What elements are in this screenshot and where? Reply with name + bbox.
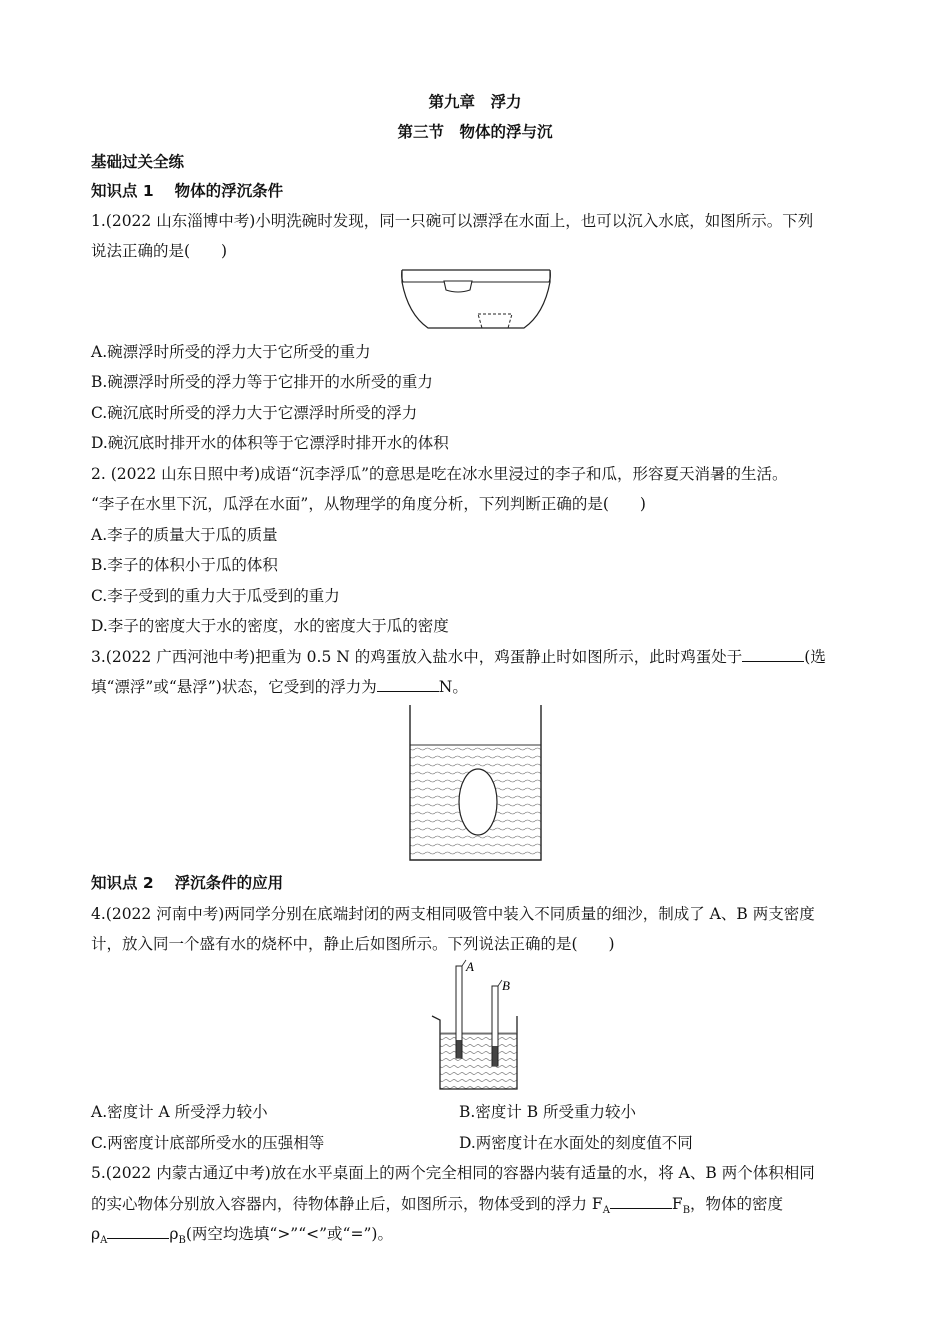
q2-stem-line2: “李子在水里下沉，瓜浮在水面”，从物理学的角度分析，下列判断正确的是( ) (91, 495, 646, 513)
q3-text-1b: (选 (804, 648, 826, 666)
q3-blank-state[interactable] (742, 647, 804, 662)
bowl-figure (400, 266, 552, 334)
q4-stem-line1: 4.(2022 河南中考)两同学分别在底端封闭的两支相同吸管中装入不同质量的细沙，制成了 A、B 两支密度 (91, 905, 815, 923)
q1-option-d: D.碗沉底时排开水的体积等于它漂浮时排开水的体积 (91, 434, 449, 452)
hydrometer-beaker-figure (428, 958, 528, 1094)
q5-f-symbol: F (671, 1195, 683, 1213)
q5-blank-force[interactable] (610, 1194, 672, 1209)
q5-stem-line2 (91, 1193, 783, 1222)
practice-heading: 基础过关全练 (91, 153, 185, 171)
q1-option-c: C.碗沉底时所受的浮力大于它漂浮时所受的浮力 (91, 404, 418, 422)
q5-rho-sub-b: B (178, 1235, 186, 1247)
q1-option-b: B.碗漂浮时所受的浮力等于它排开的水所受的重力 (91, 373, 433, 391)
hydrometer-label-b: B (502, 978, 510, 993)
q2-option-a: A.李子的质量大于瓜的质量 (91, 526, 278, 544)
q2-option-d: D.李子的密度大于水的密度，水的密度大于瓜的密度 (91, 617, 449, 635)
q1-option-a: A.碗漂浮时所受的浮力大于它所受的重力 (91, 343, 371, 361)
q3-text-2a: 填“漂浮”或“悬浮”)状态，它受到的浮力为 (91, 678, 377, 696)
hydrometer-label-a: A (466, 959, 474, 974)
chapter-title: 第九章 浮力 (428, 93, 522, 111)
q2-option-c: C.李子受到的重力大于瓜受到的重力 (91, 587, 340, 605)
q5-blank-density[interactable] (107, 1224, 169, 1239)
q5-stem-line1: 5.(2022 内蒙古通辽中考)放在水平桌面上的两个完全相同的容器内装有适量的水，将 A、B 两个体积相同 (91, 1164, 815, 1182)
q5-text-3b: (两空均选填“>”“<”或“=”)。 (185, 1225, 393, 1243)
q4-option-c: C.两密度计底部所受水的压强相等 (91, 1134, 325, 1152)
q3-stem-line1 (91, 646, 826, 668)
q4-option-a: A.密度计 A 所受浮力较小 (91, 1103, 268, 1121)
q2-option-b: B.李子的体积小于瓜的体积 (91, 556, 278, 574)
q2-stem-line1: 2. (2022 山东日照中考)成语“沉李浮瓜”的意思是吃在冰水里浸过的李子和瓜，形容夏天消暑的生活。 (91, 465, 788, 483)
knowledge-point-2: 知识点 2 浮沉条件的应用 (91, 874, 284, 892)
egg-in-saltwater-figure (405, 705, 545, 863)
q5-sub-b: B (682, 1205, 691, 1217)
section-title: 第三节 物体的浮与沉 (397, 123, 553, 141)
q1-stem-line1: 1.(2022 山东淄博中考)小明洗碗时发现，同一只碗可以漂浮在水面上，也可以沉入水底，如图所示。下列 (91, 212, 814, 230)
q5-sub-a: A (602, 1205, 610, 1217)
q3-stem-line2 (91, 676, 468, 698)
q5-text-2b: ，物体的密度 (690, 1195, 784, 1213)
q3-text-1a: 3.(2022 广西河池中考)把重为 0.5 N 的鸡蛋放入盐水中，鸡蛋静止时如图所示，此时鸡蛋处于 (91, 648, 743, 666)
q4-option-d: D.两密度计在水面处的刻度值不同 (459, 1134, 693, 1152)
q3-blank-force[interactable] (377, 677, 439, 692)
q5-text-2a: 的实心物体分别放入容器内，待物体静止后，如图所示，物体受到的浮力 F (91, 1195, 603, 1213)
q5-rho-b: ρ (169, 1225, 179, 1243)
q1-stem-line2: 说法正确的是( ) (91, 242, 228, 260)
q5-rho-sub-a: A (100, 1235, 108, 1247)
knowledge-point-1: 知识点 1 物体的浮沉条件 (91, 182, 284, 200)
q3-text-2b: N。 (438, 678, 468, 696)
q4-option-b: B.密度计 B 所受重力较小 (459, 1103, 637, 1121)
q5-stem-line3 (91, 1223, 393, 1252)
q4-stem-line2: 计，放入同一个盛有水的烧杯中，静止后如图所示。下列说法正确的是( ) (91, 935, 615, 953)
q5-rho-a: ρ (91, 1225, 101, 1243)
